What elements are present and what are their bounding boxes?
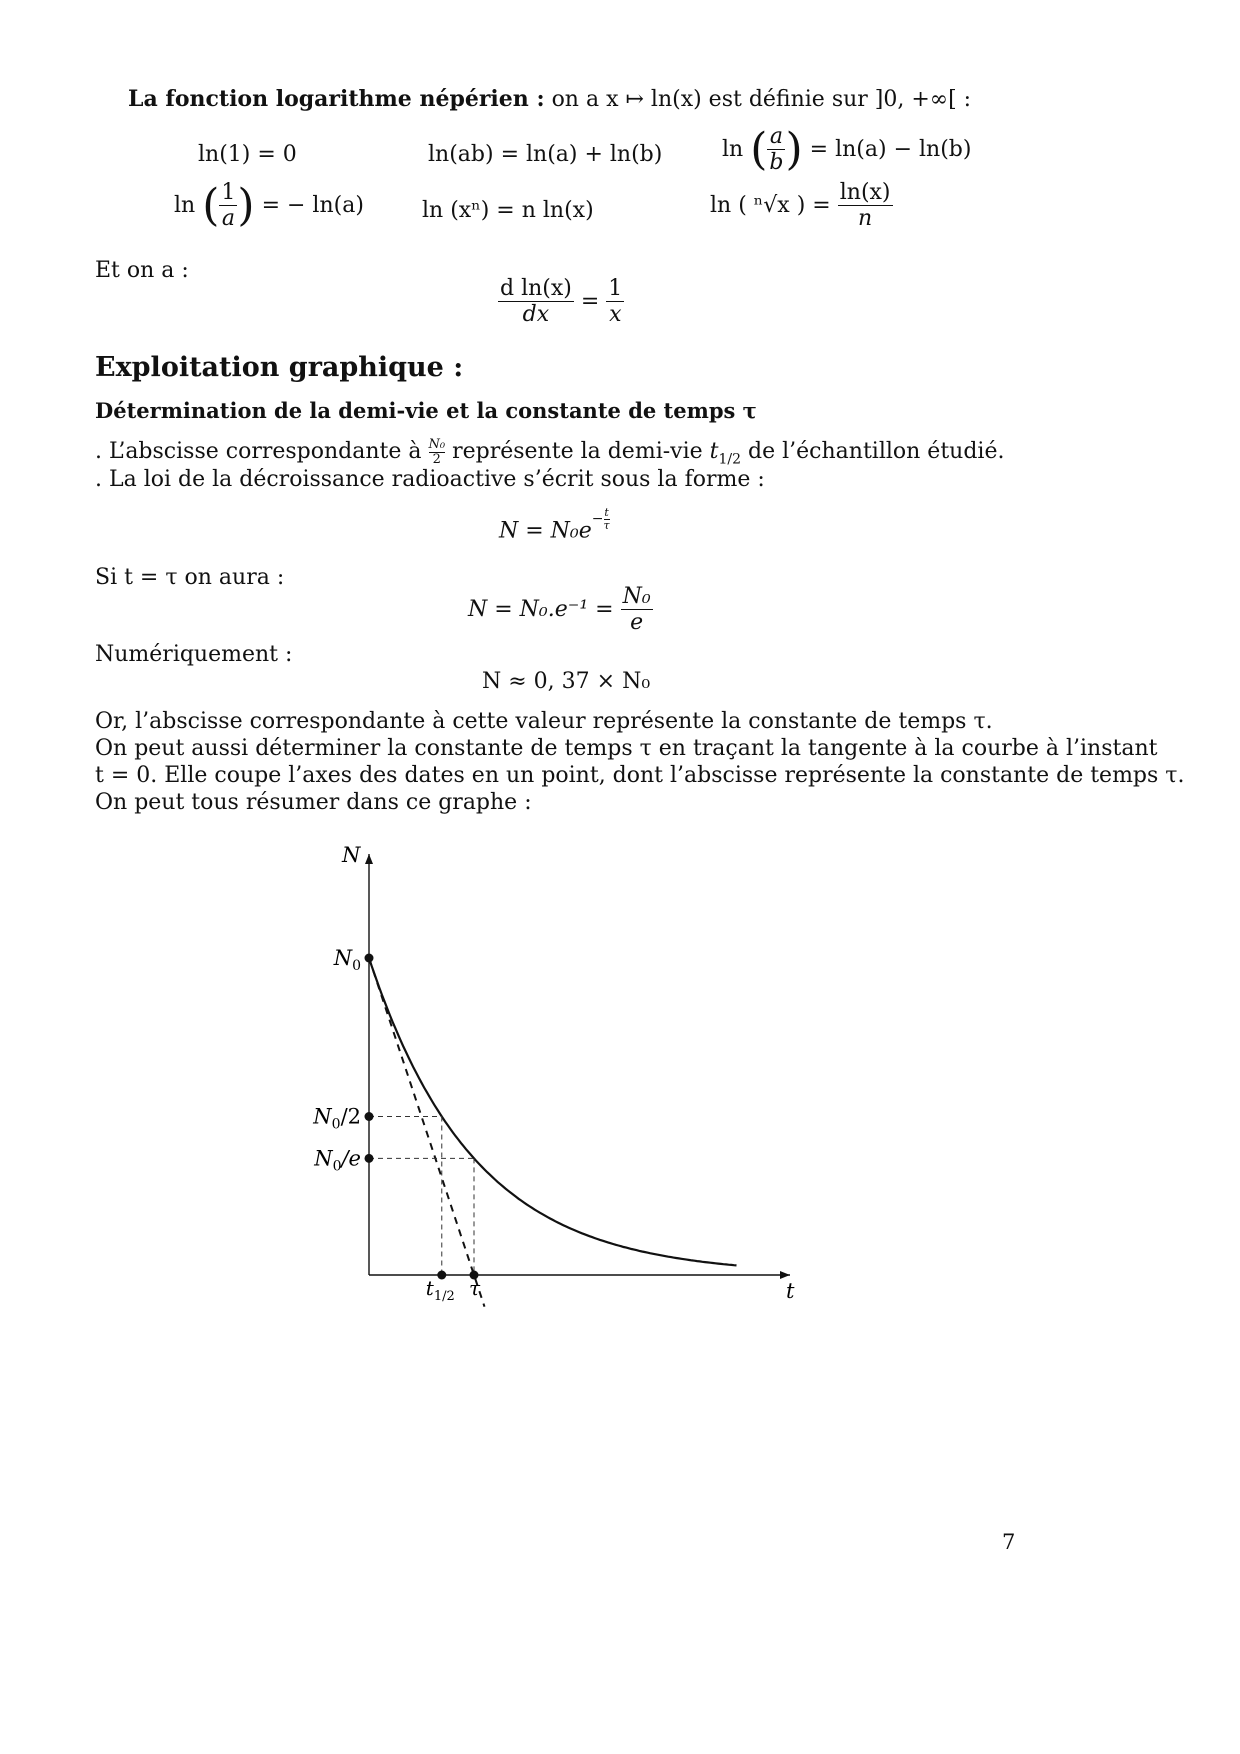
paragraph-1: Or, l’abscisse correspondante à cette valeur représente la constante de temps τ. (95, 709, 993, 734)
y-tick-label-1: $N_0/2$ (313, 1104, 361, 1133)
x-tick-label-0: $t_{1/2}$ (425, 1276, 455, 1304)
x-tick-label-1: τ (469, 1276, 481, 1300)
derivative-formula: $\frac{\text{d ln(x)}}{dx}$ = $\frac{1}{x}$ (500, 276, 623, 328)
formula-ln1: ln(1) = 0 (198, 142, 297, 167)
log-intro: on a x ↦ ln(x) est définie sur ]0, +∞[ : (551, 87, 972, 112)
halflife-line: . L’abscisse correspondante à $\frac{\text{N₀}}{2}$ représente la demi-vie $t_{1/2}$ de l’échantillon étudié. (95, 437, 1005, 468)
decay-curve (369, 958, 737, 1265)
derivative-intro: Et on a : (95, 258, 189, 283)
formula-root: ln ( ⁿ√x ) = $\frac{\ln(x)}{n}$ (710, 180, 891, 232)
graph-heading: Exploitation graphique : (95, 352, 464, 383)
log-heading-line (128, 86, 971, 112)
si-text: Si t = τ on aura : (95, 565, 285, 590)
y-tick-label-0: $N_0$ (333, 946, 361, 974)
decay-law: $N = N_0e^{- \frac{t}{\tau}}$ (499, 506, 610, 544)
formula-product: ln(ab) = ln(a) + ln(b) (428, 142, 663, 167)
formula-quotient: ln ( $\frac{a}{b}$ ) = ln(a) − ln(b) (722, 123, 972, 176)
eq-numeric: N ≈ 0, 37 × N₀ (482, 669, 651, 694)
x-axis-label: t (786, 1279, 795, 1303)
decay-chart (300, 835, 820, 1320)
page-number: 7 (1002, 1530, 1016, 1554)
decay-law-intro: . La loi de la décroissance radioactive s’écrit sous la forme : (95, 467, 765, 492)
numerically-intro: Numériquement : (95, 642, 293, 667)
paragraph-4: On peut tous résumer dans ce graphe : (95, 790, 532, 815)
graph-subheading: Détermination de la demi-vie et la constante de temps τ (95, 398, 757, 423)
formula-inverse: ln ( $\frac{1}{a}$ ) = − ln(a) (174, 179, 364, 232)
paragraph-2: On peut aussi déterminer la constante de temps τ en traçant la tangente à la courbe à l’instant (95, 736, 1158, 761)
formula-power: ln (xⁿ) = n ln(x) (422, 198, 594, 223)
paragraph-3: t = 0. Elle coupe l’axes des dates en un point, dont l’abscisse représente la constante de temps τ. (95, 763, 1185, 788)
eq-tau: N = N₀.e⁻¹ = $\frac{\text{N₀}}{e}$ (468, 584, 651, 636)
x-tick-point-0 (437, 1271, 446, 1280)
y-tick-point-0 (365, 954, 374, 963)
y-tick-point-1 (365, 1112, 374, 1121)
y-tick-label-2: $N_0/e$ (314, 1146, 361, 1175)
tangent-line (369, 958, 485, 1307)
x-axis-arrow (780, 1271, 790, 1279)
y-tick-point-2 (365, 1154, 374, 1163)
y-axis-label: N (342, 843, 361, 867)
log-heading: La fonction logarithme népérien : (128, 86, 545, 112)
y-axis-arrow (365, 854, 373, 864)
